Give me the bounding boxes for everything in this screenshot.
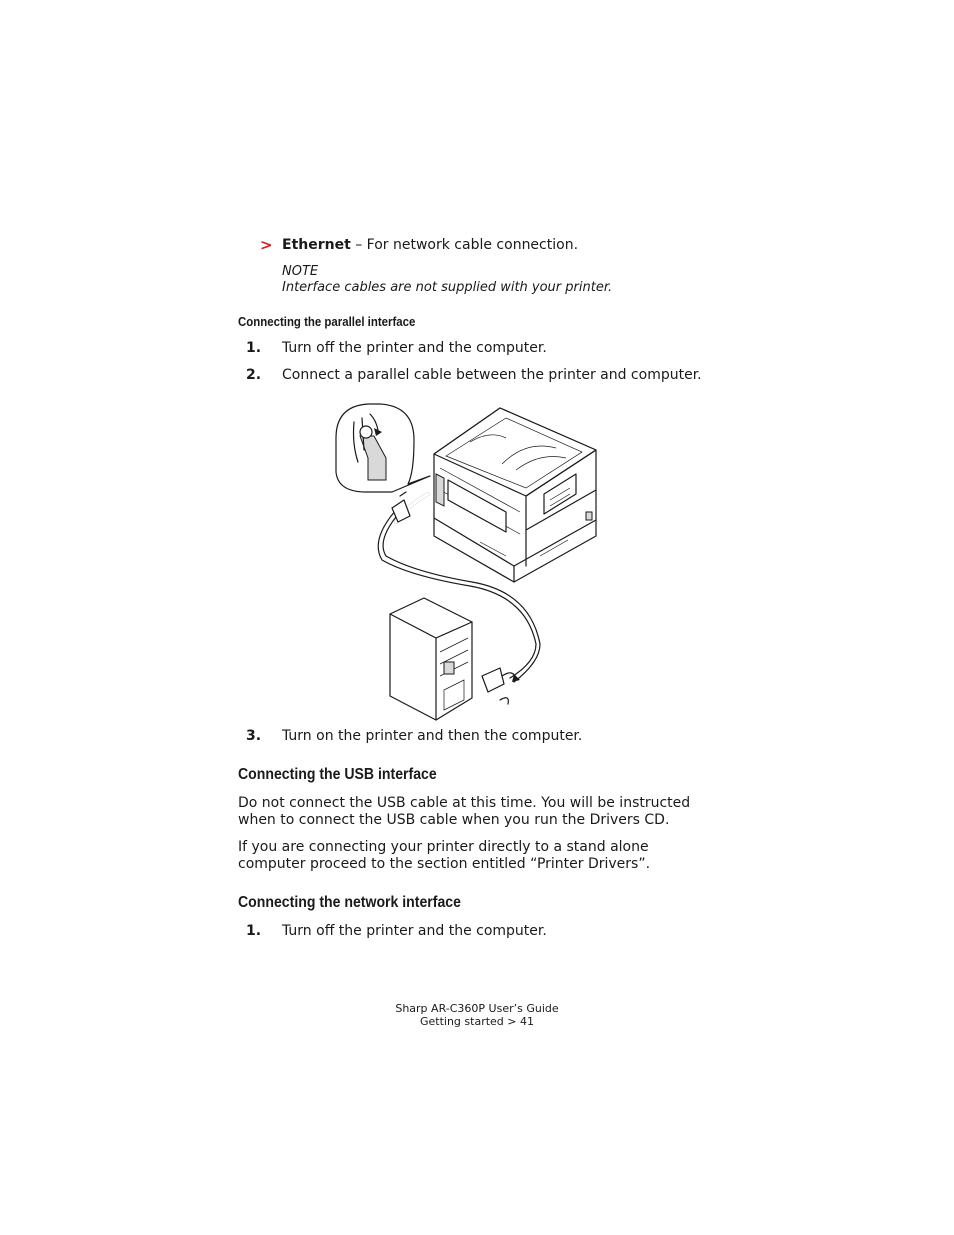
footer-guide-title: Sharp AR-C360P User’s Guide [395, 1002, 559, 1015]
parallel-step-3-number: 3. [246, 728, 262, 744]
footer-page-info: Getting started > 41 [419, 1015, 534, 1028]
network-step-1-number: 1. [246, 923, 262, 939]
parallel-step-2-text: Connect a parallel cable between the printer and computer. [282, 367, 702, 383]
parallel-step-1-number: 1. [246, 340, 262, 356]
ethernet-bullet-text [282, 237, 578, 254]
note-text: Interface cables are not supplied with your printer. [282, 280, 613, 295]
network-step-1-text: Turn off the printer and the computer. [282, 923, 547, 939]
ethernet-description: – For network cable connection. [350, 237, 579, 253]
ethernet-bullet [260, 237, 273, 255]
parallel-step-3-text: Turn on the printer and then the computer. [282, 728, 583, 744]
usb-paragraph-2: If you are connecting your printer directly to a stand alone computer proceed to the section entitled “Printer Drivers”. [238, 839, 651, 872]
parallel-step-2-number: 2. [246, 367, 262, 383]
note-label: NOTE [282, 264, 319, 279]
callout-connector-detail [336, 404, 430, 492]
printer-parallel-cable-illustration [330, 400, 610, 725]
parallel-heading: Connecting the parallel interface [238, 314, 416, 329]
parallel-step-1-text: Turn off the printer and the computer. [282, 340, 547, 356]
bullet-marker: > [260, 236, 273, 254]
computer-tower-drawing [390, 598, 520, 720]
network-heading: Connecting the network interface [238, 894, 461, 911]
ethernet-term: Ethernet [282, 237, 351, 253]
usb-heading: Connecting the USB interface [238, 766, 437, 783]
usb-paragraph-1: Do not connect the USB cable at this time. You will be instructed when to connect the USB cable when you run the Drivers CD. [238, 795, 691, 828]
printer-drawing [434, 408, 596, 582]
